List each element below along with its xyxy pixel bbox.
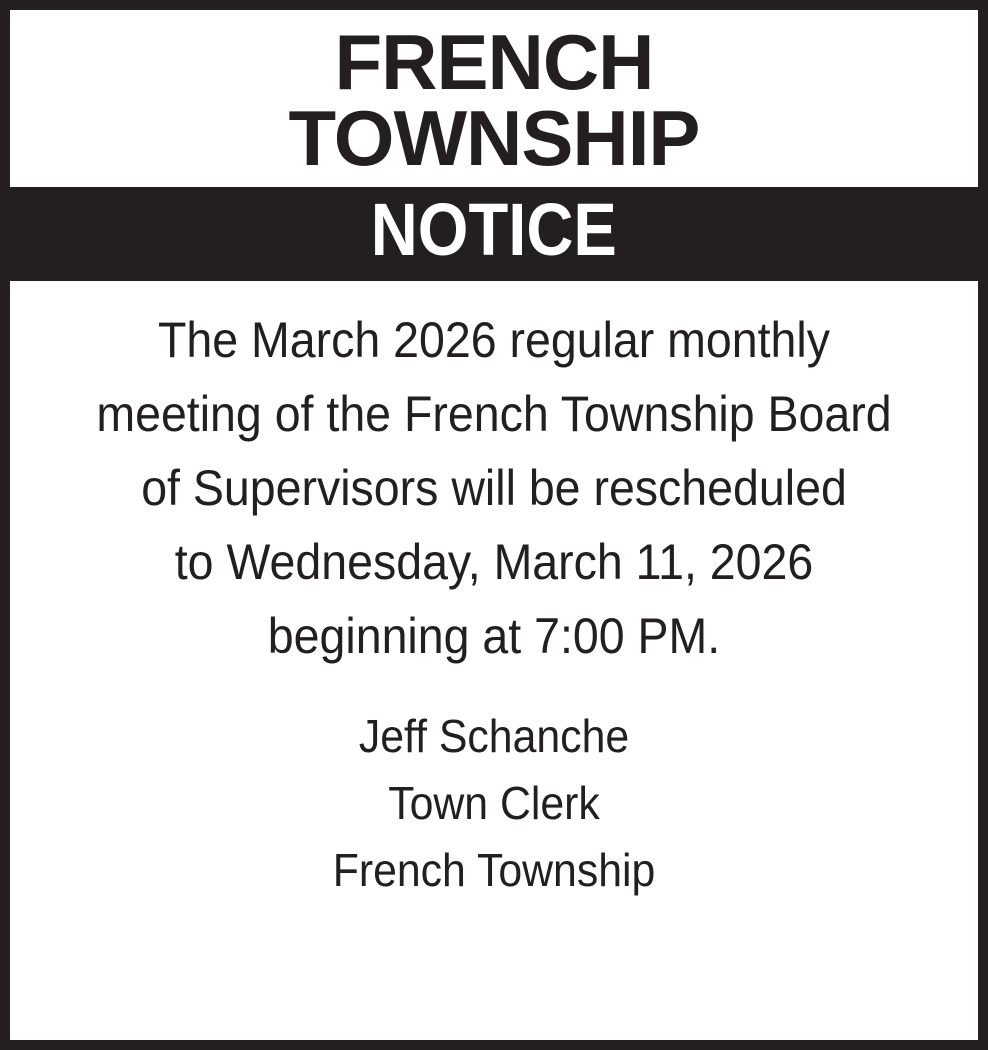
notice-paragraph [59, 303, 929, 673]
signature-block [59, 703, 929, 904]
title-line-2: TOWNSHIP [288, 94, 700, 183]
notice-paragraph-line: meeting of the French Township Board [96, 385, 892, 442]
notice-paragraph-line: of Supervisors will be rescheduled [141, 459, 847, 516]
notice-body [10, 281, 978, 1040]
notice-paragraph-line: The March 2026 regular monthly [157, 311, 831, 368]
notice-banner-label: NOTICE [370, 187, 618, 271]
signer-title: Town Clerk [388, 777, 600, 830]
notice-paragraph-line: beginning at 7:00 PM. [267, 607, 721, 664]
signer-organization: French Township [332, 844, 656, 897]
notice-banner [10, 187, 978, 281]
title-block [10, 10, 978, 187]
signer-name: Jeff Schanche [358, 709, 630, 762]
title-line-1: FRENCH [334, 18, 654, 106]
notice-paragraph-line: to Wednesday, March 11, 2026 [174, 533, 814, 590]
